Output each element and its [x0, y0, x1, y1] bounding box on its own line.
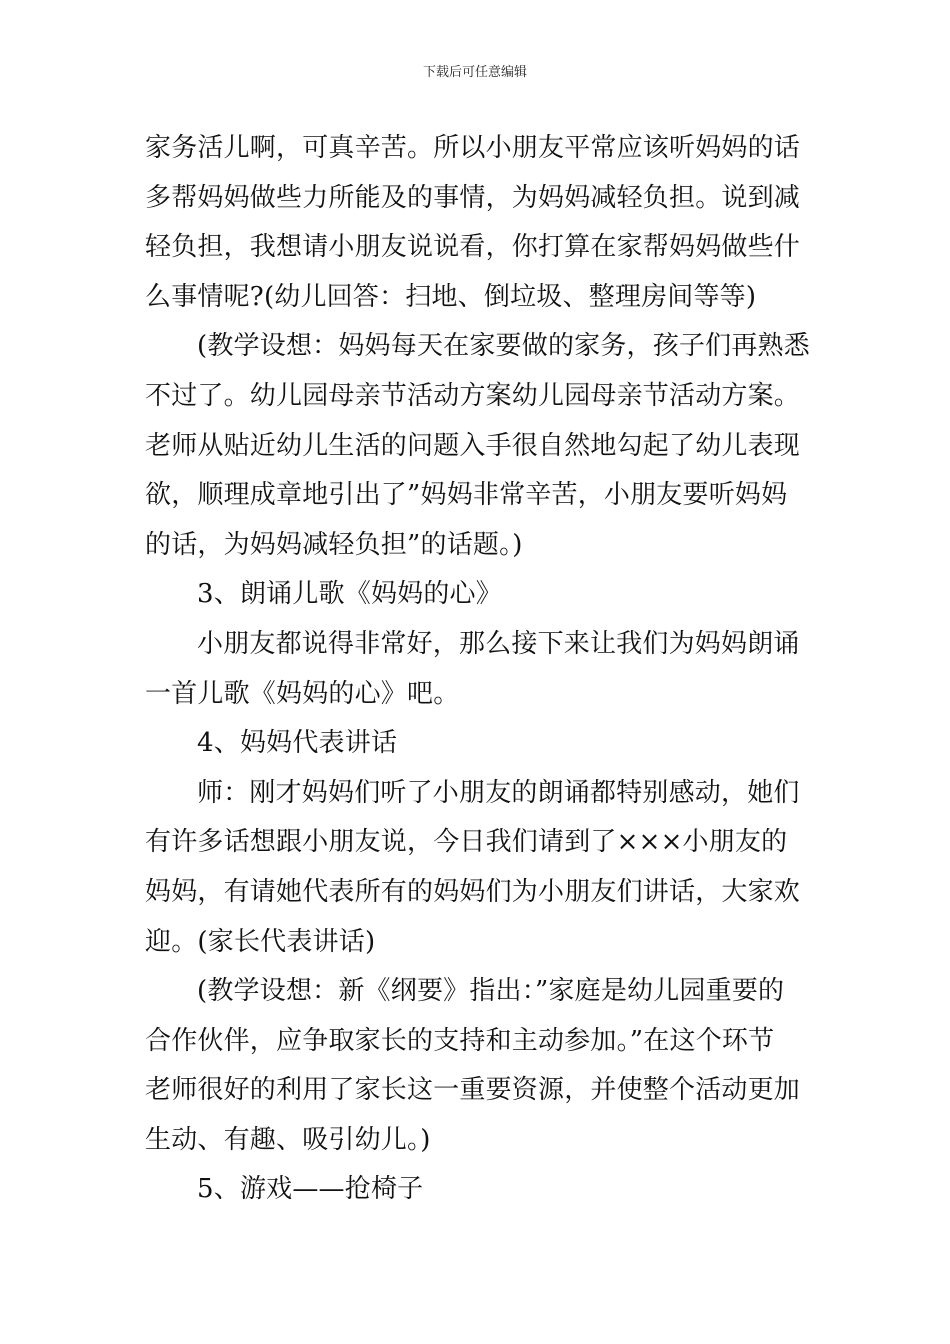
text-line: 一首儿歌《妈妈的心》吧。 [145, 678, 460, 709]
text-line: 家务活儿啊，可真辛苦。所以小朋友平常应该听妈妈的话 [145, 133, 801, 163]
text-line: 合作伙伴，应争取家长的支持和主动参加。”在这个环节 [145, 1025, 775, 1056]
text-line: 欲，顺理成章地引出了”妈妈非常辛苦，小朋友要听妈妈 [145, 480, 788, 511]
text-line: 不过了。幼儿园母亲节活动方案幼儿园母亲节活动方案。 [145, 380, 801, 411]
text-line: 妈妈，有请她代表所有的妈妈们为小朋友们讲话，大家欢 [145, 876, 801, 907]
text-line: (教学设想：妈妈每天在家要做的家务，孩子们再熟悉 [197, 331, 810, 362]
text-line: 有许多话想跟小朋友说，今日我们请到了×××小朋友的 [145, 827, 788, 858]
text-line: 老师从贴近幼儿生活的问题入手很自然地勾起了幼儿表现 [145, 430, 801, 461]
text-line: 小朋友都说得非常好，那么接下来让我们为妈妈朗诵 [197, 628, 800, 659]
text-line: 迎。(家长代表讲话) [145, 926, 376, 957]
section-heading: 4、妈妈代表讲话 [197, 728, 398, 759]
text-line: 生动、有趣、吸引幼儿。) [145, 1124, 431, 1155]
section-heading: 3、朗诵儿歌《妈妈的心》 [197, 579, 502, 610]
text-line: 么事情呢?(幼儿回答：扫地、倒垃圾、整理房间等等) [145, 281, 757, 312]
document-body [145, 124, 810, 1215]
text-line: 老师很好的利用了家长这一重要资源，并使整个活动更加 [145, 1075, 801, 1106]
section-heading: 5、游戏——抢椅子 [197, 1174, 424, 1205]
text-line: 的话，为妈妈减轻负担”的话题。) [145, 529, 523, 560]
page-header: 下载后可任意编辑 [422, 65, 527, 80]
text-line: (教学设想：新《纲要》指出：”家庭是幼儿园重要的 [197, 976, 785, 1007]
text-line: 师：刚才妈妈们听了小朋友的朗诵都特别感动，她们 [197, 777, 800, 808]
text-line: 多帮妈妈做些力所能及的事情，为妈妈减轻负担。说到减 [145, 182, 801, 213]
text-line: 轻负担，我想请小朋友说说看，你打算在家帮妈妈做些什 [145, 232, 801, 263]
